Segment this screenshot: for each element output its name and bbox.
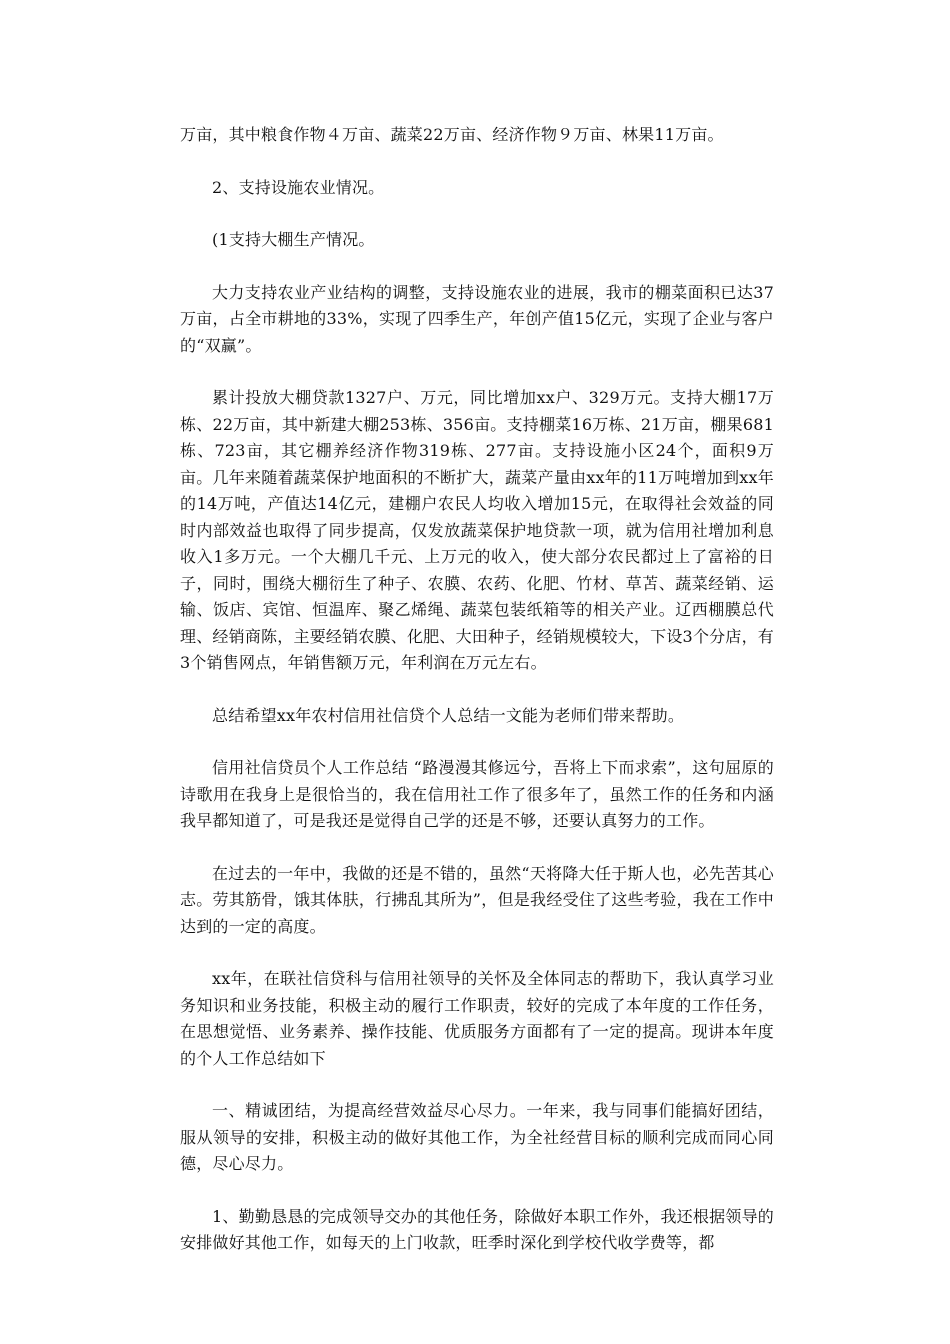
- paragraph-area-summary: 万亩，其中粮食作物４万亩、蔬菜22万亩、经济作物９万亩、林果11万亩。: [180, 125, 724, 144]
- paragraph-section-one: 一、精诚团结，为提高经营效益尽心尽力。一年来，我与同事们能搞好团结，服从领导的安排，积极主动的做好其他工作，为全社经营目标的顺利完成而同心同德，尽心尽力。: [180, 1101, 774, 1173]
- paragraph-personal-summary-intro: 信用社信贷员个人工作总结 “路漫漫其修远兮，吾将上下而求索”，这句屈原的诗歌用在我身上是很恰当的，我在信用社工作了很多年了，虽然工作的任务和内涵我早都知道了，可是我还是觉得自己学的还是不够，还要认真努力的工作。: [180, 758, 774, 830]
- paragraph-loan-statistics: 累计投放大棚贷款1327户、万元，同比增加xx户、329万元。支持大棚17万栋、22万亩，其中新建大棚253栋、356亩。支持棚菜16万栋、21万亩，棚果681栋、723亩，其它棚养经济作物319栋、277亩。支持设施小区24个，面积9万亩。几年来随着蔬菜保护地面积的不断扩大，蔬菜产量由xx年的11万吨增加到xx年的14万吨，产值达14亿元，建棚户农民人均收入增加15元，在取得社会效益的同时内部效益也取得了同步提高，仅发放蔬菜保护地贷款一项，就为信用社增加利息收入1多万元。一个大棚几千元、上万元的收入，使大部分农民都过上了富裕的日子，同时，围绕大棚衍生了种子、农膜、农药、化肥、竹材、草苫、蔬菜经销、运输、饭店、宾馆、恒温库、聚乙烯绳、蔬菜包装纸箱等的相关产业。辽西棚膜总代理、经销商陈，主要经销农膜、化肥、大田种子，经销规模较大，下设3个分店，有3个销售网点，年销售额万元，年利润在万元左右。: [180, 388, 774, 672]
- paragraph-item-one: 1、勤勤恳恳的完成领导交办的其他任务，除做好本职工作外，我还根据领导的安排做好其他工作，如每天的上门收款，旺季时深化到学校代收学费等，都: [180, 1206, 774, 1252]
- paragraph-past-year: 在过去的一年中，我做的还是不错的，虽然“天将降大任于斯人也，必先苦其心志。劳其筋骨，饿其体肤，行拂乱其所为”，但是我经受住了这些考验，我在工作中达到的一定的高度。: [180, 863, 774, 936]
- paragraph-structure-adjustment: 大力支持农业产业结构的调整，支持设施农业的进展，我市的棚菜面积已达37万亩，占全市耕地的33%，实现了四季生产，年创产值15亿元，实现了企业与客户的“双赢”。: [180, 282, 774, 355]
- paragraph-year-overview: xx年，在联社信贷科与信用社领导的关怀及全体同志的帮助下，我认真学习业务知识和业务技能，积极主动的履行工作职责，较好的完成了本年度的工作任务，在思想觉悟、业务素养、操作技能、优质服务方面都有了一定的提高。现讲本年度的个人工作总结如下: [180, 969, 774, 1068]
- paragraph-subheading-greenhouse: (1支持大棚生产情况。: [212, 230, 375, 249]
- document-body: [180, 122, 774, 1283]
- paragraph-heading-facility-agriculture: 2、支持设施农业情况。: [212, 177, 385, 197]
- paragraph-closing-wish: 总结希望xx年农村信用社信贷个人总结一文能为老师们带来帮助。: [212, 705, 685, 725]
